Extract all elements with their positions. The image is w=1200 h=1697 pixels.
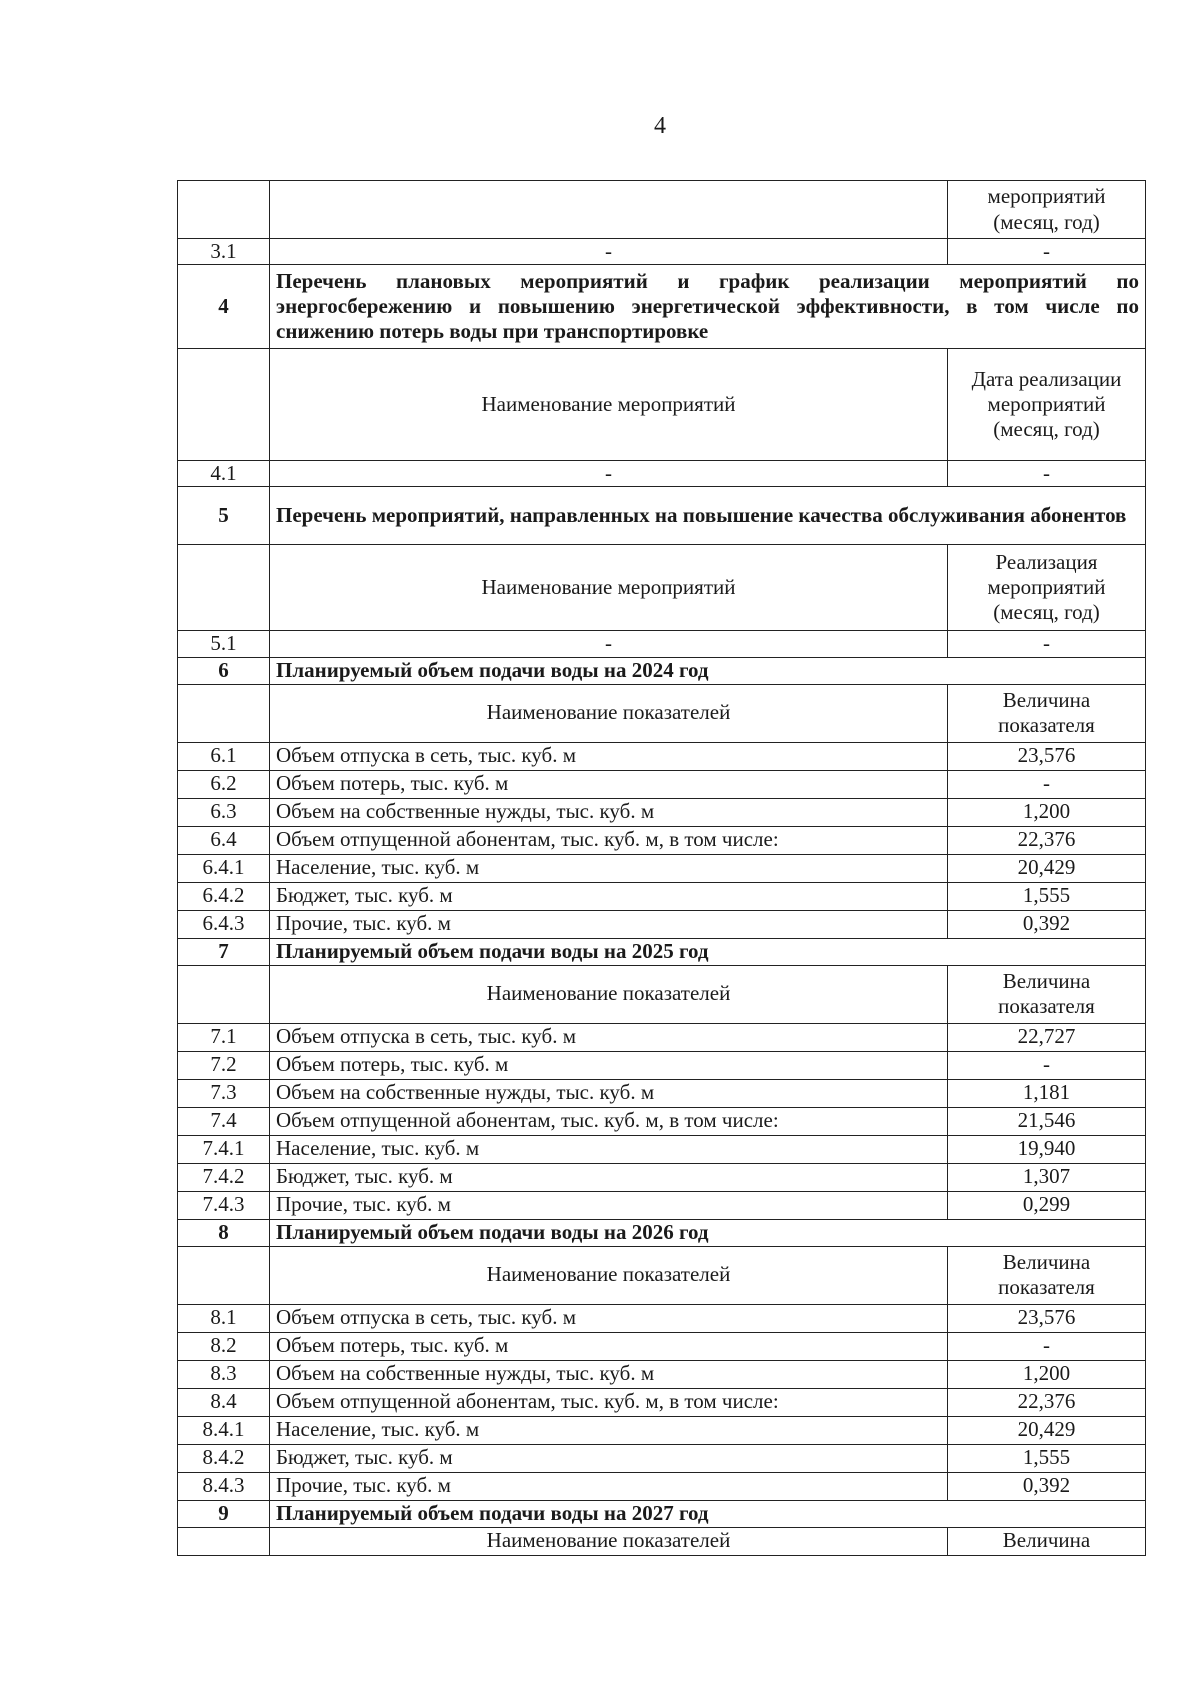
row-value: 22,727: [948, 1023, 1146, 1051]
row-number: 7.2: [178, 1051, 270, 1079]
row-number: 6.1: [178, 742, 270, 770]
row-name: Объем отпуска в сеть, тыс. куб. м: [270, 742, 948, 770]
row-number: 6.4.2: [178, 882, 270, 910]
row-value: 22,376: [948, 826, 1146, 854]
row-name: Прочие, тыс. куб. м: [270, 1191, 948, 1219]
table-row: [178, 1163, 1146, 1191]
cell-num: [178, 1527, 270, 1555]
col-name-header: Наименование мероприятий: [270, 349, 948, 461]
row-number: 8.3: [178, 1360, 270, 1388]
table-row: [178, 826, 1146, 854]
section-number: 9: [178, 1500, 270, 1527]
col-name-header: Наименование показателей: [270, 684, 948, 742]
table-row: [178, 1360, 1146, 1388]
row-name: Объем на собственные нужды, тыс. куб. м: [270, 1360, 948, 1388]
cell-num: [178, 684, 270, 742]
row-number: 7.4: [178, 1107, 270, 1135]
row-name: -: [270, 461, 948, 487]
row-value: 20,429: [948, 854, 1146, 882]
row-name: -: [270, 631, 948, 657]
row-value: 1,555: [948, 882, 1146, 910]
row-name: Объем на собственные нужды, тыс. куб. м: [270, 1079, 948, 1107]
row-name: Население, тыс. куб. м: [270, 1416, 948, 1444]
row-value: 20,429: [948, 1416, 1146, 1444]
row-value: 0,392: [948, 910, 1146, 938]
row-name: Бюджет, тыс. куб. м: [270, 1444, 948, 1472]
table-row: [178, 1191, 1146, 1219]
row-number: 3.1: [178, 239, 270, 265]
table-row: [178, 1444, 1146, 1472]
table-row: [178, 239, 1146, 265]
row-value: 1,181: [948, 1079, 1146, 1107]
section-title-row: [178, 938, 1146, 965]
col-name-header: Наименование мероприятий: [270, 545, 948, 631]
table-row: [178, 1332, 1146, 1360]
row-name: Объем отпущенной абонентам, тыс. куб. м, в том числе:: [270, 1107, 948, 1135]
row-number: 6.2: [178, 770, 270, 798]
row-name: Объем на собственные нужды, тыс. куб. м: [270, 798, 948, 826]
cell-num: [178, 349, 270, 461]
row-number: 5.1: [178, 631, 270, 657]
row-value: 21,546: [948, 1107, 1146, 1135]
row-name: Объем отпущенной абонентам, тыс. куб. м, в том числе:: [270, 1388, 948, 1416]
section-title-row: [178, 657, 1146, 684]
row-number: 7.4.2: [178, 1163, 270, 1191]
table-row: [178, 910, 1146, 938]
row-name: -: [270, 239, 948, 265]
row-value: 0,299: [948, 1191, 1146, 1219]
row-number: 8.1: [178, 1304, 270, 1332]
continuation-header-row: [178, 181, 1146, 239]
page-number: 4: [654, 113, 666, 139]
table-row: [178, 1107, 1146, 1135]
table-row: [178, 798, 1146, 826]
row-name: Прочие, тыс. куб. м: [270, 1472, 948, 1500]
row-name: Объем отпущенной абонентам, тыс. куб. м, в том числе:: [270, 826, 948, 854]
row-number: 8.4.2: [178, 1444, 270, 1472]
col-name-header: Наименование показателей: [270, 1246, 948, 1304]
col-name-header: Наименование показателей: [270, 1527, 948, 1555]
column-header-row: [178, 1527, 1146, 1555]
row-number: 6.4.3: [178, 910, 270, 938]
table-row: [178, 1416, 1146, 1444]
section-number: 6: [178, 657, 270, 684]
cell-num: [178, 181, 270, 239]
row-value: -: [948, 770, 1146, 798]
row-name: Объем потерь, тыс. куб. м: [270, 1051, 948, 1079]
section-number: 7: [178, 938, 270, 965]
cell-num: [178, 965, 270, 1023]
section-title-row: [178, 1219, 1146, 1246]
section-title-row: [178, 487, 1146, 545]
section-title: Перечень плановых мероприятий и график реализации мероприятий по энергосбережению и повышению энергетической эффективности, в том числе по снижению потерь воды при транспортировке: [270, 265, 1146, 349]
table-row: [178, 1079, 1146, 1107]
section-title: Планируемый объем подачи воды на 2027 год: [270, 1500, 1146, 1527]
table-row: [178, 1135, 1146, 1163]
row-value: 0,392: [948, 1472, 1146, 1500]
row-value: 19,940: [948, 1135, 1146, 1163]
col-name-header: Наименование показателей: [270, 965, 948, 1023]
col-value-header: Величина: [948, 1527, 1146, 1555]
section-title-row: [178, 1500, 1146, 1527]
row-value: -: [948, 631, 1146, 657]
row-name: Бюджет, тыс. куб. м: [270, 1163, 948, 1191]
row-name: Объем потерь, тыс. куб. м: [270, 1332, 948, 1360]
table-row: [178, 770, 1146, 798]
row-value: -: [948, 461, 1146, 487]
row-value: 1,307: [948, 1163, 1146, 1191]
col-value-header: Величина показателя: [948, 684, 1146, 742]
col-value-header: Реализация мероприятий (месяц, год): [948, 545, 1146, 631]
column-header-row: [178, 965, 1146, 1023]
cell-name: [270, 181, 948, 239]
row-name: Объем отпуска в сеть, тыс. куб. м: [270, 1023, 948, 1051]
section-title-row: [178, 265, 1146, 349]
table-row: [178, 742, 1146, 770]
table-row: [178, 1388, 1146, 1416]
section-title: Планируемый объем подачи воды на 2025 год: [270, 938, 1146, 965]
row-value: 23,576: [948, 742, 1146, 770]
column-header-row: [178, 349, 1146, 461]
table-row: [178, 631, 1146, 657]
row-name: Прочие, тыс. куб. м: [270, 910, 948, 938]
row-value: 1,555: [948, 1444, 1146, 1472]
row-number: 8.4.1: [178, 1416, 270, 1444]
section-number: 5: [178, 487, 270, 545]
row-name: Население, тыс. куб. м: [270, 1135, 948, 1163]
row-number: 8.4.3: [178, 1472, 270, 1500]
row-name: Объем потерь, тыс. куб. м: [270, 770, 948, 798]
column-header-row: [178, 545, 1146, 631]
table-row: [178, 461, 1146, 487]
row-value: 1,200: [948, 798, 1146, 826]
row-name: Объем отпуска в сеть, тыс. куб. м: [270, 1304, 948, 1332]
section-title: Перечень мероприятий, направленных на повышение качества обслуживания абонентов: [270, 487, 1146, 545]
row-number: 8.2: [178, 1332, 270, 1360]
section-title: Планируемый объем подачи воды на 2024 год: [270, 657, 1146, 684]
table-row: [178, 854, 1146, 882]
row-number: 8.4: [178, 1388, 270, 1416]
section-number: 8: [178, 1219, 270, 1246]
row-value: -: [948, 239, 1146, 265]
cell-num: [178, 545, 270, 631]
column-header-row: [178, 1246, 1146, 1304]
table-row: [178, 882, 1146, 910]
row-number: 7.1: [178, 1023, 270, 1051]
row-number: 4.1: [178, 461, 270, 487]
row-value: 22,376: [948, 1388, 1146, 1416]
row-number: 7.3: [178, 1079, 270, 1107]
row-value: -: [948, 1332, 1146, 1360]
table-row: [178, 1304, 1146, 1332]
measures-table: [177, 180, 1146, 1556]
section-number: 4: [178, 265, 270, 349]
row-value: 23,576: [948, 1304, 1146, 1332]
table-row: [178, 1023, 1146, 1051]
col-value-header: Величина показателя: [948, 1246, 1146, 1304]
row-number: 6.3: [178, 798, 270, 826]
row-number: 7.4.3: [178, 1191, 270, 1219]
row-name: Бюджет, тыс. куб. м: [270, 882, 948, 910]
col-value-header: мероприятий (месяц, год): [948, 181, 1146, 239]
row-number: 7.4.1: [178, 1135, 270, 1163]
row-name: Население, тыс. куб. м: [270, 854, 948, 882]
table-row: [178, 1472, 1146, 1500]
table-row: [178, 1051, 1146, 1079]
column-header-row: [178, 684, 1146, 742]
row-number: 6.4.1: [178, 854, 270, 882]
row-value: -: [948, 1051, 1146, 1079]
row-value: 1,200: [948, 1360, 1146, 1388]
row-number: 6.4: [178, 826, 270, 854]
col-value-header: Дата реализации мероприятий (месяц, год): [948, 349, 1146, 461]
cell-num: [178, 1246, 270, 1304]
col-value-header: Величина показателя: [948, 965, 1146, 1023]
section-title: Планируемый объем подачи воды на 2026 год: [270, 1219, 1146, 1246]
